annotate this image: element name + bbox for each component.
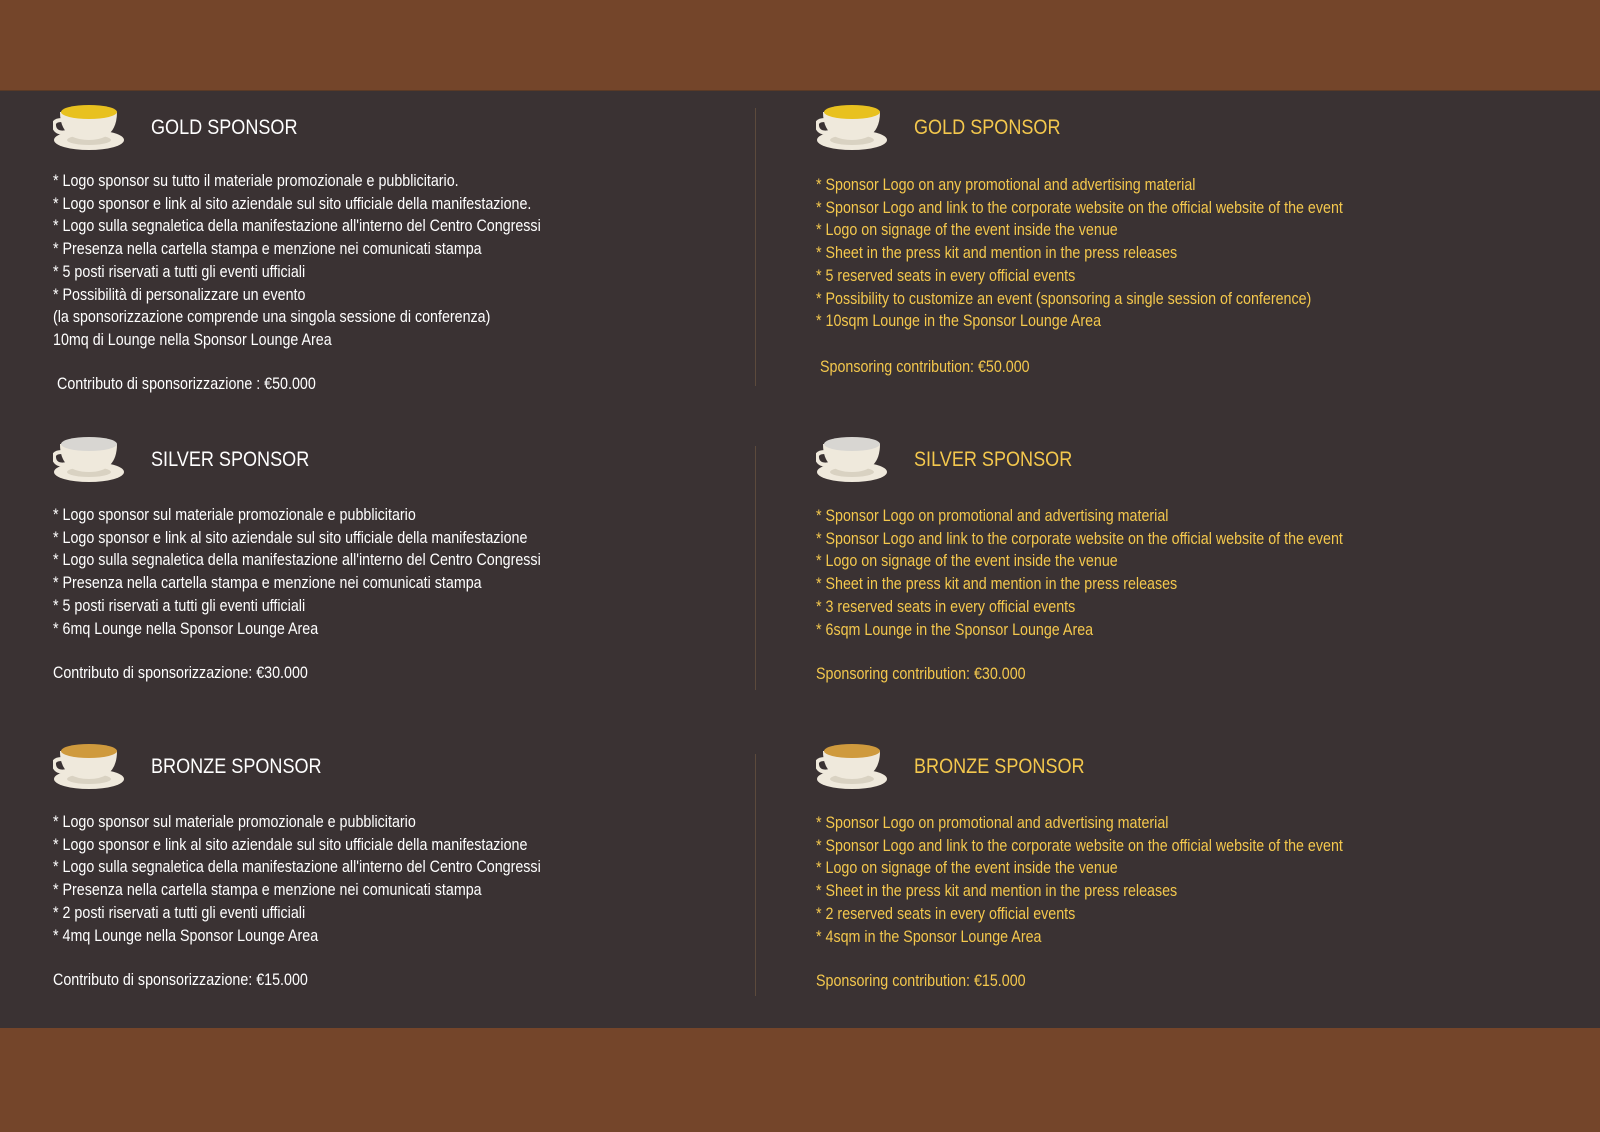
gold-sponsor-section <box>816 102 1596 376</box>
list-item: * 2 posti riservati a tutti gli eventi ufficiali <box>53 902 306 922</box>
list-item: * 6sqm Lounge in the Sponsor Lounge Area <box>816 619 1094 639</box>
list-item: * Sponsor Logo and link to the corporate website on the official website of the event <box>816 528 1343 548</box>
list-item: * Presenza nella cartella stampa e menzione nei comunicati stampa <box>53 239 482 259</box>
benefit-list <box>816 505 1443 641</box>
top-band <box>0 0 1600 91</box>
gold-teacup-icon <box>816 102 890 156</box>
list-item: * Logo sponsor su tutto il materiale promozionale e pubblicitario. <box>53 171 459 190</box>
list-item: * Logo sponsor e link al sito aziendale sul sito ufficiale della manifestazione <box>53 834 528 854</box>
tier-title: BRONZE SPONSOR <box>151 755 322 778</box>
tier-title: GOLD SPONSOR <box>914 116 1061 139</box>
list-item: * Logo sponsor e link al sito aziendale sul sito ufficiale della manifestazione. <box>53 193 532 213</box>
benefit-list <box>53 170 634 352</box>
tier-title: BRONZE SPONSOR <box>914 755 1085 778</box>
list-item: * 4sqm in the Sponsor Lounge Area <box>816 926 1042 946</box>
bronze-teacup-icon <box>53 741 127 795</box>
list-item: * 5 reserved seats in every official events <box>816 265 1076 285</box>
silver-sponsor-section <box>53 434 833 682</box>
silver-teacup-icon <box>53 434 127 488</box>
list-item: * 3 reserved seats in every official events <box>816 596 1076 616</box>
tier-header <box>816 741 1596 795</box>
tier-title: SILVER SPONSOR <box>151 448 310 471</box>
list-item: * Sheet in the press kit and mention in the press releases <box>816 574 1178 594</box>
tier-header <box>53 102 833 156</box>
list-item: * Presenza nella cartella stampa e menzione nei comunicati stampa <box>53 573 482 593</box>
list-item: * Possibilità di personalizzare un evento <box>53 284 306 304</box>
sponsorship-contribution: Contributo di sponsorizzazione: €30.000 <box>53 663 308 682</box>
list-item: * Sponsor Logo and link to the corporate website on the official website of the event <box>816 197 1343 217</box>
list-item: * Possibility to customize an event (sponsoring a single session of conference) <box>816 288 1312 308</box>
benefit-list <box>53 504 634 640</box>
list-item: 10mq di Lounge nella Sponsor Lounge Area <box>53 329 332 349</box>
tier-header <box>816 434 1596 488</box>
silver-sponsor-section <box>816 434 1596 683</box>
benefit-list <box>816 174 1443 333</box>
sponsorship-contribution: Sponsoring contribution: €15.000 <box>816 971 1026 990</box>
list-item: * 6mq Lounge nella Sponsor Lounge Area <box>53 618 319 638</box>
bronze-teacup-icon <box>816 741 890 795</box>
list-item: * Sheet in the press kit and mention in the press releases <box>816 243 1178 263</box>
benefit-list <box>816 812 1443 948</box>
tier-header <box>816 102 1596 156</box>
list-item: * Logo sulla segnaletica della manifestazione all'interno del Centro Congressi <box>53 550 541 570</box>
list-item: * 4mq Lounge nella Sponsor Lounge Area <box>53 925 319 945</box>
list-item: * Sponsor Logo on any promotional and advertising material <box>816 175 1196 194</box>
benefit-list <box>53 811 634 947</box>
list-item: * Sheet in the press kit and mention in the press releases <box>816 881 1178 901</box>
list-item: * Logo sulla segnaletica della manifestazione all'interno del Centro Congressi <box>53 216 541 236</box>
list-item: * 5 posti riservati a tutti gli eventi ufficiali <box>53 261 306 281</box>
tier-header <box>53 434 833 488</box>
list-item: * Sponsor Logo and link to the corporate website on the official website of the event <box>816 835 1343 855</box>
list-item: * Presenza nella cartella stampa e menzione nei comunicati stampa <box>53 880 482 900</box>
list-item: * Sponsor Logo on promotional and advertising material <box>816 506 1169 525</box>
list-item: * Logo on signage of the event inside the venue <box>816 551 1118 571</box>
silver-teacup-icon <box>816 434 890 488</box>
tier-title: GOLD SPONSOR <box>151 116 298 139</box>
gold-teacup-icon <box>53 102 127 156</box>
list-item: * Logo on signage of the event inside the venue <box>816 220 1118 240</box>
sponsorship-contribution: Contributo di sponsorizzazione: €15.000 <box>53 970 308 989</box>
bottom-band <box>0 1028 1600 1132</box>
list-item: * 10sqm Lounge in the Sponsor Lounge Area <box>816 311 1102 331</box>
sponsorship-contribution: Contributo di sponsorizzazione : €50.000 <box>57 374 316 393</box>
bronze-sponsor-section <box>53 741 833 989</box>
list-item: * Logo on signage of the event inside the venue <box>816 858 1118 878</box>
list-item: * Logo sponsor sul materiale promozionale e pubblicitario <box>53 505 416 524</box>
list-item: * Logo sponsor e link al sito aziendale sul sito ufficiale della manifestazione <box>53 527 528 547</box>
tier-title: SILVER SPONSOR <box>914 448 1073 471</box>
gold-sponsor-section <box>53 102 833 393</box>
sponsorship-contribution: Sponsoring contribution: €50.000 <box>820 357 1030 376</box>
bronze-sponsor-section <box>816 741 1596 990</box>
sponsorship-contribution: Sponsoring contribution: €30.000 <box>816 664 1026 683</box>
list-item: * 5 posti riservati a tutti gli eventi ufficiali <box>53 595 306 615</box>
list-item: * Logo sulla segnaletica della manifestazione all'interno del Centro Congressi <box>53 857 541 877</box>
list-item: * Sponsor Logo on promotional and advertising material <box>816 813 1169 832</box>
list-item: (la sponsorizzazione comprende una singola sessione di conferenza) <box>53 307 491 327</box>
tier-header <box>53 741 833 795</box>
list-item: * 2 reserved seats in every official events <box>816 903 1076 923</box>
list-item: * Logo sponsor sul materiale promozionale e pubblicitario <box>53 812 416 831</box>
